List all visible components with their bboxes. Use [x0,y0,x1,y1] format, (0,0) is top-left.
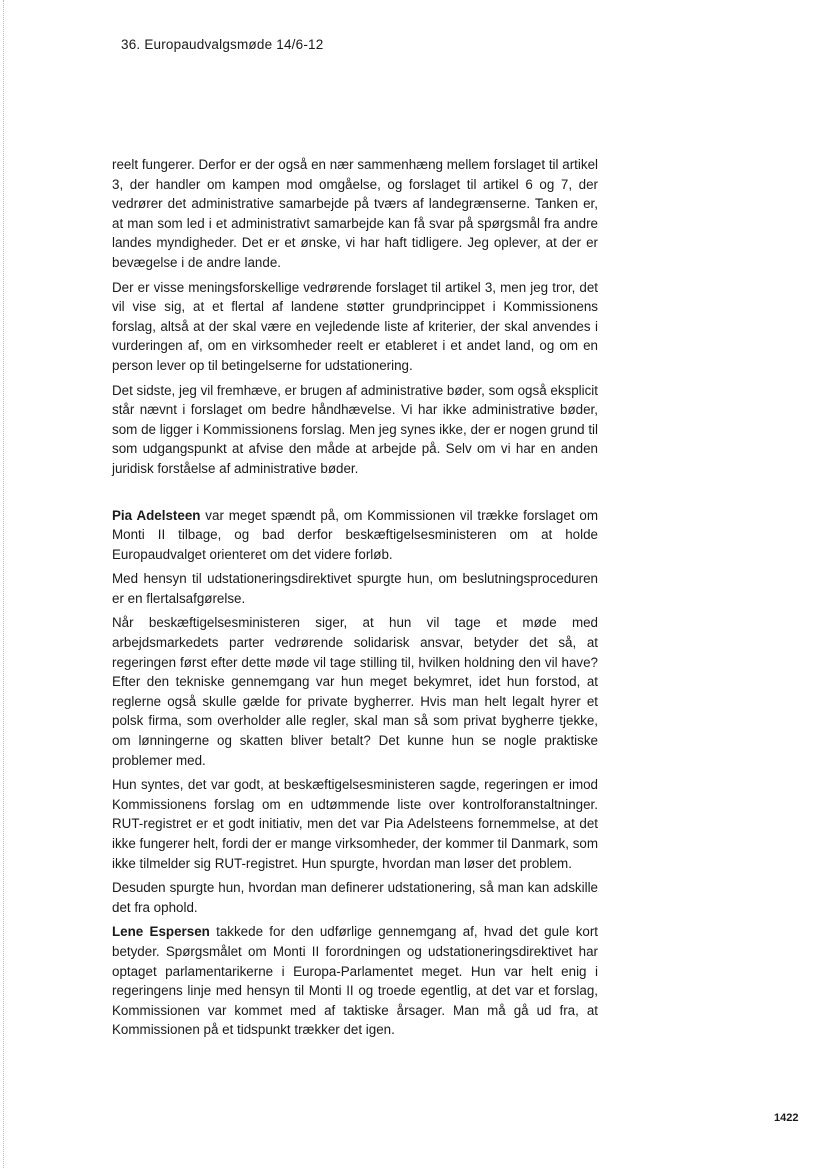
paragraph-text: takkede for den udførlige gennemgang af, hvad det gule kort betyder. Spørgsmålet om Monti II forordningen og udstationeringsdirektivet har optaget parlamentarikerne i Europa-Parlamentet meget. Hun var helt enig i regeringens linje med hensyn til Monti II og troede egentlig, at det var et forslag, Kommissionen var kommet med af taktiske årsager. Man må gå ud fra, at Kommissionen på et tidspunkt trækker det igen. [112,924,599,1038]
paragraph-text: reelt fungerer. Derfor er der også en nær sammenhæng mellem forslaget til artikel 3, der handler om kampen mod omgåelse, og forslaget til artikel 6 og 7, der vedrører det administrative samarbejde på tværs af landegrænserne. Tanken er, at man som led i et administrativt samarbejde kan få svar på spørgsmål fra andre landes myndigheder. Det er et ønske, vi har haft tidligere. Jeg oplever, at der er bevægelse i de andre lande. [112,157,598,270]
paragraph-text: Der er visse meningsforskellige vedrørende forslaget til artikel 3, men jeg tror, det vil vise sig, at et flertal af landene støtter grundprincippet i Kommissionens forslag, altså at der skal være en vejledende liste af kriterier, der skal anvendes i vurderingen af, om en virksomheder reelt er etableret i et andet land, og om en person lever op til betingelserne for udstationering. [112,279,598,373]
paragraph-text: var meget spændt på, om Kommissionen vil trække forslaget om Monti II tilbage, og bad derfor beskæftigelsesministeren om at holde Europaudvalget orienteret om det videre forløb. [112,507,598,562]
paragraph [112,775,598,873]
paragraph [112,922,598,1040]
paragraph [112,155,598,273]
scan-edge-line [3,0,5,1168]
paragraph [112,878,598,917]
paragraph [112,569,598,608]
paragraph-text: Det sidste, jeg vil fremhæve, er brugen af administrative bøder, som også eksplicit står nævnt i forslaget om bedre håndhævelse. Vi har ikke administrative bøder, som de ligger i Kommissionens forslag. Men jeg synes ikke, der er nogen grund til som udgangspunkt at afvise den måde at arbejde på. Selv om vi har en anden juridisk forståelse af administrative bøder. [112,382,598,476]
paragraph [112,278,598,376]
speaker-name: Pia Adelsteen [112,507,201,523]
page-number: 1422 [774,1112,799,1124]
paragraph [112,506,598,565]
paragraph-text: Med hensyn til udstationeringsdirektivet spurgte hun, om beslutningsproceduren er en flertalsafgørelse. [112,571,598,606]
paragraph-text: Når beskæftigelsesministeren siger, at hun vil tage et møde med arbejdsmarkedets parter vedrørende solidarisk ansvar, betyder det så, at regeringen først efter dette møde vil tage stilling til, hvilken holdning den vil have? Efter den tekniske gennemgang var hun meget bekymret, idet hun forstod, at reglerne også skulle gælde for private bygherrer. Hvis man helt legalt hyrer et polsk firma, som overholder alle regler, skal man så som privat bygherre tjekke, om lønningerne og skatten bliver betalt? Det kunne hun se nogle praktiske problemer med. [112,615,598,768]
paragraph-text: Hun syntes, det var godt, at beskæftigelsesministeren sagde, regeringen er imod Kommissionens forslag om en udtømmende liste over kontrolforanstaltninger. RUT-registret er et godt initiativ, men det var Pia Adelsteens fornemmelse, at det ikke fungerer helt, fordi der er mange virksomheder, der kommer til Danmark, som ikke tilmelder sig RUT-registret. Hun spurgte, hvordan man løser det problem. [112,777,598,871]
paragraph [112,613,598,770]
page-header: 36. Europaudvalgsmøde 14/6-12 [121,37,324,52]
paragraph-text: Desuden spurgte hun, hvordan man definerer udstationering, så man kan adskille det fra ophold. [112,880,598,915]
paragraph [112,381,598,479]
document-body [112,155,598,1045]
speaker-name: Lene Espersen [112,924,210,940]
